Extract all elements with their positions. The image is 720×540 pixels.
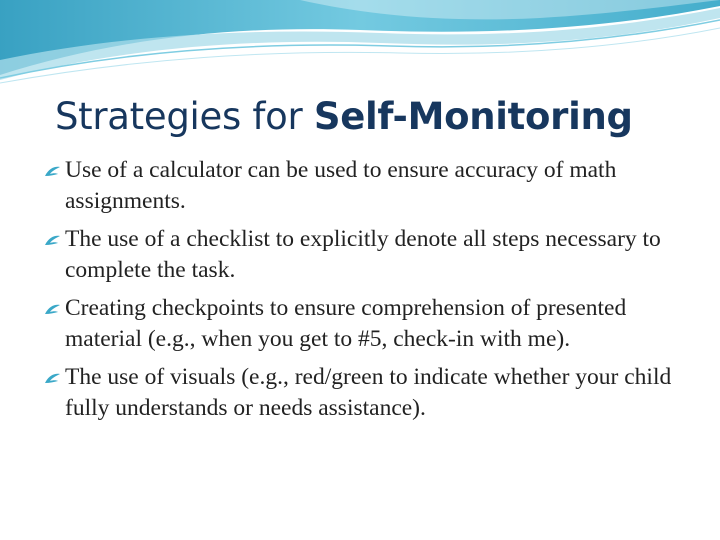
bullet-text: Use of a calculator can be used to ensure accuracy of math assignments. [65, 157, 617, 214]
title-regular: Strategies for [55, 95, 314, 138]
bullet-text: The use of a checklist to explicitly denote all steps necessary to complete the task. [65, 226, 661, 283]
wing-bullet-icon [44, 165, 61, 178]
list-item [44, 155, 684, 217]
wing-bullet-icon [44, 234, 61, 247]
bullet-list [44, 155, 684, 431]
list-item [44, 293, 684, 355]
bullet-text: Creating checkpoints to ensure comprehension of presented material (e.g., when you get to #5, check-in with me). [65, 295, 627, 352]
wing-bullet-icon [44, 372, 61, 385]
list-item [44, 362, 684, 424]
page-title [55, 88, 633, 146]
wave-banner [0, 0, 720, 90]
list-item [44, 224, 684, 286]
bullet-text: The use of visuals (e.g., red/green to indicate whether your child fully understands or needs assistance). [65, 364, 672, 421]
wing-bullet-icon [44, 303, 61, 316]
title-bold: Self-Monitoring [313, 95, 633, 138]
